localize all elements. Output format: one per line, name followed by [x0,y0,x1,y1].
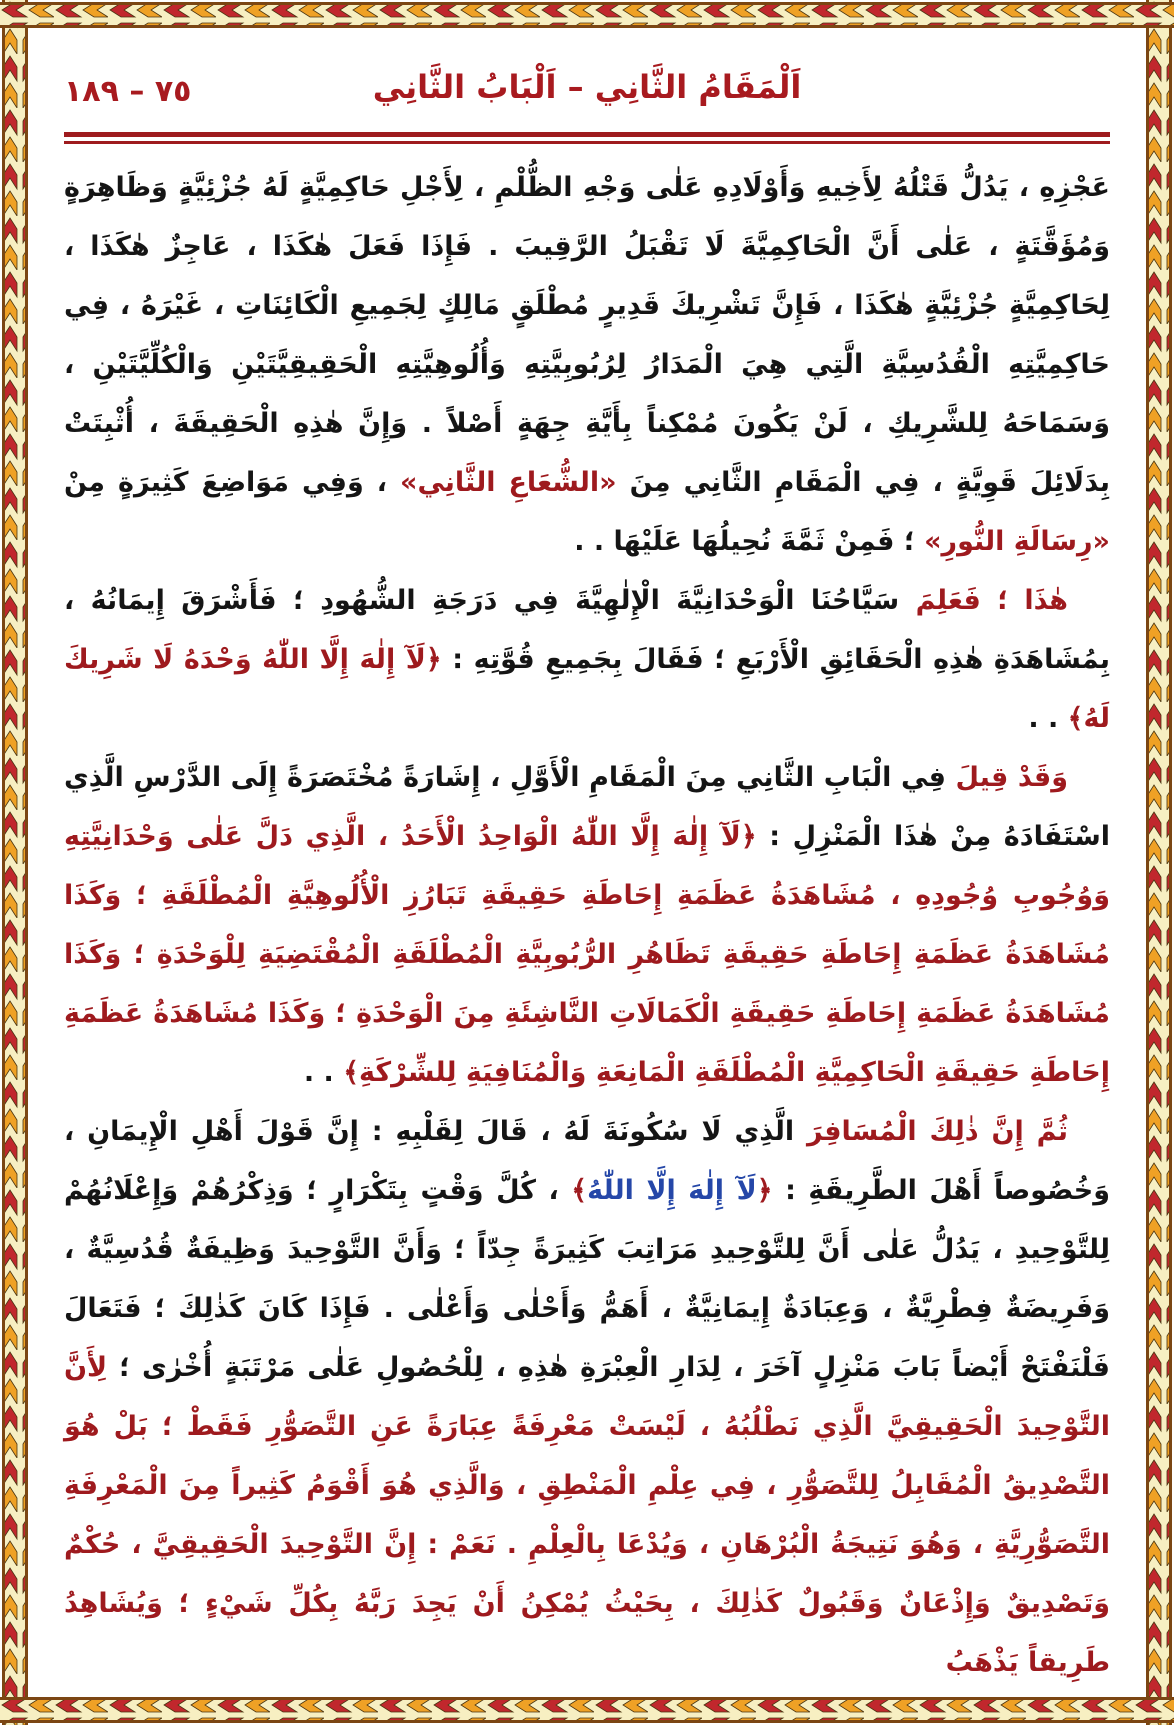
text-segment: عَجْزِهِ ، يَدُلُّ قَتْلُهُ لِأَخِيهِ وَأَوْلَادِهِ عَلٰى وَجْهِ الظُّلْمِ ، لِأَجْلِ حَاكِمِيَّةٍ لَهُ جُزْئِيَّةٍ وَظَاهِرَةٍ وَمُؤَقَّتَةٍ ، عَلٰى أَنَّ الْحَاكِمِيَّةَ لَا تَقْبَلُ الرَّقِيبَ . فَإِذَا فَعَلَ هٰكَذَا ، عَاجِزٌ هٰكَذَا ، لِحَاكِمِيَّةٍ جُزْئِيَّةٍ هٰكَذَا ، فَإِنَّ تَشْرِيكَ قَدِيرٍ مُطْلَقٍ مَالِكٍ لِجَمِيعِ الْكَائِنَاتِ ، غَيْرَهُ ، فِي حَاكِمِيَّتِهِ الْقُدُسِيَّةِ الَّتِي هِيَ الْمَدَارُ لِرُبُوبِيَّتِهِ وَأُلُوهِيَّتِهِ الْحَقِيقِيَّتَيْنِ وَالْكُلِّيَّتَيْنِ ، وَسَمَاحَهُ لِلشَّرِيكِ ، لَنْ يَكُونَ مُمْكِناً بِأَيَّةِ جِهَةٍ أَصْلاً . وَإِنَّ هٰذِهِ الْحَقِيقَةَ ، أُثْبِتَتْ بِدَلَائِلَ قَوِيَّةٍ ، فِي الْمَقَامِ الثَّانِي مِنَ [64,172,1110,498]
text-segment: ﴿لَآ إِلٰهَ إِلَّا اللّٰهُ وَحْدَهُ لَا شَرِيكَ لَهُ﴾ [64,644,1110,734]
text-segment: ، وَفِي مَوَاضِعَ كَثِيرَةٍ مِنْ [64,467,401,498]
text-segment: ﴿ [756,1175,773,1206]
text-segment: ؛ فَمِنْ ثَمَّةَ نُحِيلُهَا عَلَيْهَا . . [574,526,925,557]
text-segment: «الشُّعَاعِ الثَّانِي» [400,467,617,498]
text-segment: ثُمَّ إِنَّ ذٰلِكَ الْمُسَافِرَ [794,1116,1068,1147]
text-segment: . . [303,1057,344,1088]
text-segment: الَّذِي لَا سُكُونَةَ لَهُ ، قَالَ لِقَلْبِهِ : إِنَّ قَوْلَ أَهْلِ الْإِيمَانِ ، وَخُصُوصاً أَهْلَ الطَّرِيقَةِ : [64,1116,1110,1206]
text-segment: لِأَنَّ التَّوْحِيدَ الْحَقِيقِيَّ الَّذِي نَطْلُبُهُ ، لَيْسَتْ مَعْرِفَةً عِبَارَةً عَنِ التَّصَوُّرِ فَقَطْ ؛ بَلْ هُوَ التَّصْدِيقُ الْمُقَابِلُ لِلتَّصَوُّرِ ، فِي عِلْمِ الْمَنْطِقِ ، وَالَّذِي هُوَ أَقْوَمُ كَثِيراً مِنَ الْمَعْرِفَةِ التَّصَوُّرِيَّةِ ، وَهُوَ نَتِيجَةُ الْبُرْهَانِ ، وَيُدْعَا بِالْعِلْمِ . نَعَمْ : إِنَّ التَّوْحِيدَ الْحَقِيقِيَّ ، حُكْمٌ وَتَصْدِيقٌ وَإِذْعَانٌ وَقَبُولٌ كَذٰلِكَ ، بِحَيْثُ يُمْكِنُ أَنْ يَجِدَ رَبَّهُ بِكُلِّ شَيْءٍ ؛ وَيُشَاهِدُ طَرِيقاً يَذْهَبُ [64,1352,1110,1678]
page-content [34,34,1140,1691]
ornamental-border-bottom [0,1695,1174,1725]
text-segment: لَآ إِلٰهَ إِلَّا اللّٰهُ [587,1175,757,1206]
ornamental-border-left [0,0,30,1725]
ornamental-border-right [1144,0,1174,1725]
paragraph [64,571,1110,748]
page-title: اَلْمَقَامُ الثَّانِي – اَلْبَابُ الثَّانِي [372,68,802,106]
text-segment: ﴿لَآ إِلٰهَ إِلَّا اللّٰهُ الْوَاحِدُ الْأَحَدُ ، الَّذِي دَلَّ عَلٰى وَحْدَانِيَّتِهِ وَوُجُوبِ وُجُودِهِ ، مُشَاهَدَةُ عَظَمَةِ إِحَاطَةِ حَقِيقَةِ تَبَارُزِ الْأُلُوهِيَّةِ الْمُطْلَقَةِ ؛ وَكَذَا مُشَاهَدَةُ عَظَمَةِ إِحَاطَةِ حَقِيقَةِ تَظَاهُرِ الرُّبُوبِيَّةِ الْمُطْلَقَةِ الْمُقْتَضِيَةِ لِلْوَحْدَةِ ؛ وَكَذَا مُشَاهَدَةُ عَظَمَةِ إِحَاطَةِ حَقِيقَةِ الْكَمَالَاتِ النَّاشِئَةِ مِنَ الْوَحْدَةِ ؛ وَكَذَا مُشَاهَدَةُ عَظَمَةِ إِحَاطَةِ حَقِيقَةِ الْحَاكِمِيَّةِ الْمُطْلَقَةِ الْمَانِعَةِ وَالْمُنَافِيَةِ لِلشِّرْكَةِ﴾ [64,821,1110,1088]
text-segment: وَقَدْ قِيلَ [945,762,1068,793]
text-segment: هٰذَا ؛ فَعَلِمَ [899,585,1068,616]
paragraph [64,1102,1110,1692]
ornamental-border-top [0,0,1174,30]
text-segment: ، كُلَّ وَقْتٍ بِتَكْرَارٍ ؛ وَذِكْرُهُمْ وَإِعْلَانُهُمْ لِلتَّوْحِيدِ ، يَدُلُّ عَلٰى أَنَّ لِلتَّوْحِيدِ مَرَاتِبَ كَثِيرَةً جِدّاً ؛ وَأَنَّ التَّوْحِيدَ وَظِيفَةٌ قُدُسِيَّةٌ ، وَفَرِيضَةٌ فِطْرِيَّةٌ ، وَعِبَادَةٌ إِيمَانِيَّةٌ ، أَهَمُّ وَأَحْلٰى وَأَعْلٰى . فَإِذَا كَانَ كَذٰلِكَ ؛ فَتَعَالَ فَلْنَفْتَحْ أَيْضاً بَابَ مَنْزِلٍ آخَرَ ، لِدَارِ الْعِبْرَةِ هٰذِهِ ، لِلْحُصُولِ عَلٰى مَرْتَبَةٍ أُخْرٰى ؛ [64,1175,1110,1383]
text-segment: سَيَّاحُنَا الْوَحْدَانِيَّةَ الْإِلٰهِيَّةَ فِي دَرَجَةِ الشُّهُودِ ؛ فَأَشْرَقَ إِيمَانُهُ ، بِمُشَاهَدَةِ هٰذِهِ الْحَقَائِقِ الْأَرْبَعِ ؛ فَقَالَ بِجَمِيعِ قُوَّتِهِ : [64,585,1110,675]
page-number: ٧٥ – ١٨٩ [64,74,192,109]
paragraph [64,748,1110,1102]
header-double-rule [64,132,1110,144]
page-header [64,62,1110,126]
body-text [64,158,1110,1692]
text-segment: «رِسَالَةِ النُّورِ» [924,526,1110,557]
paragraph [64,158,1110,571]
text-segment: ﴾ [571,1175,588,1206]
text-segment: فِي الْبَابِ الثَّانِي مِنَ الْمَقَامِ الْأَوَّلِ ، إِشَارَةً مُخْتَصَرَةً إِلَى الدَّرْسِ الَّذِي اسْتَفَادَهُ مِنْ هٰذَا الْمَنْزِلِ : [64,762,1110,852]
text-segment: . . [1028,703,1068,734]
